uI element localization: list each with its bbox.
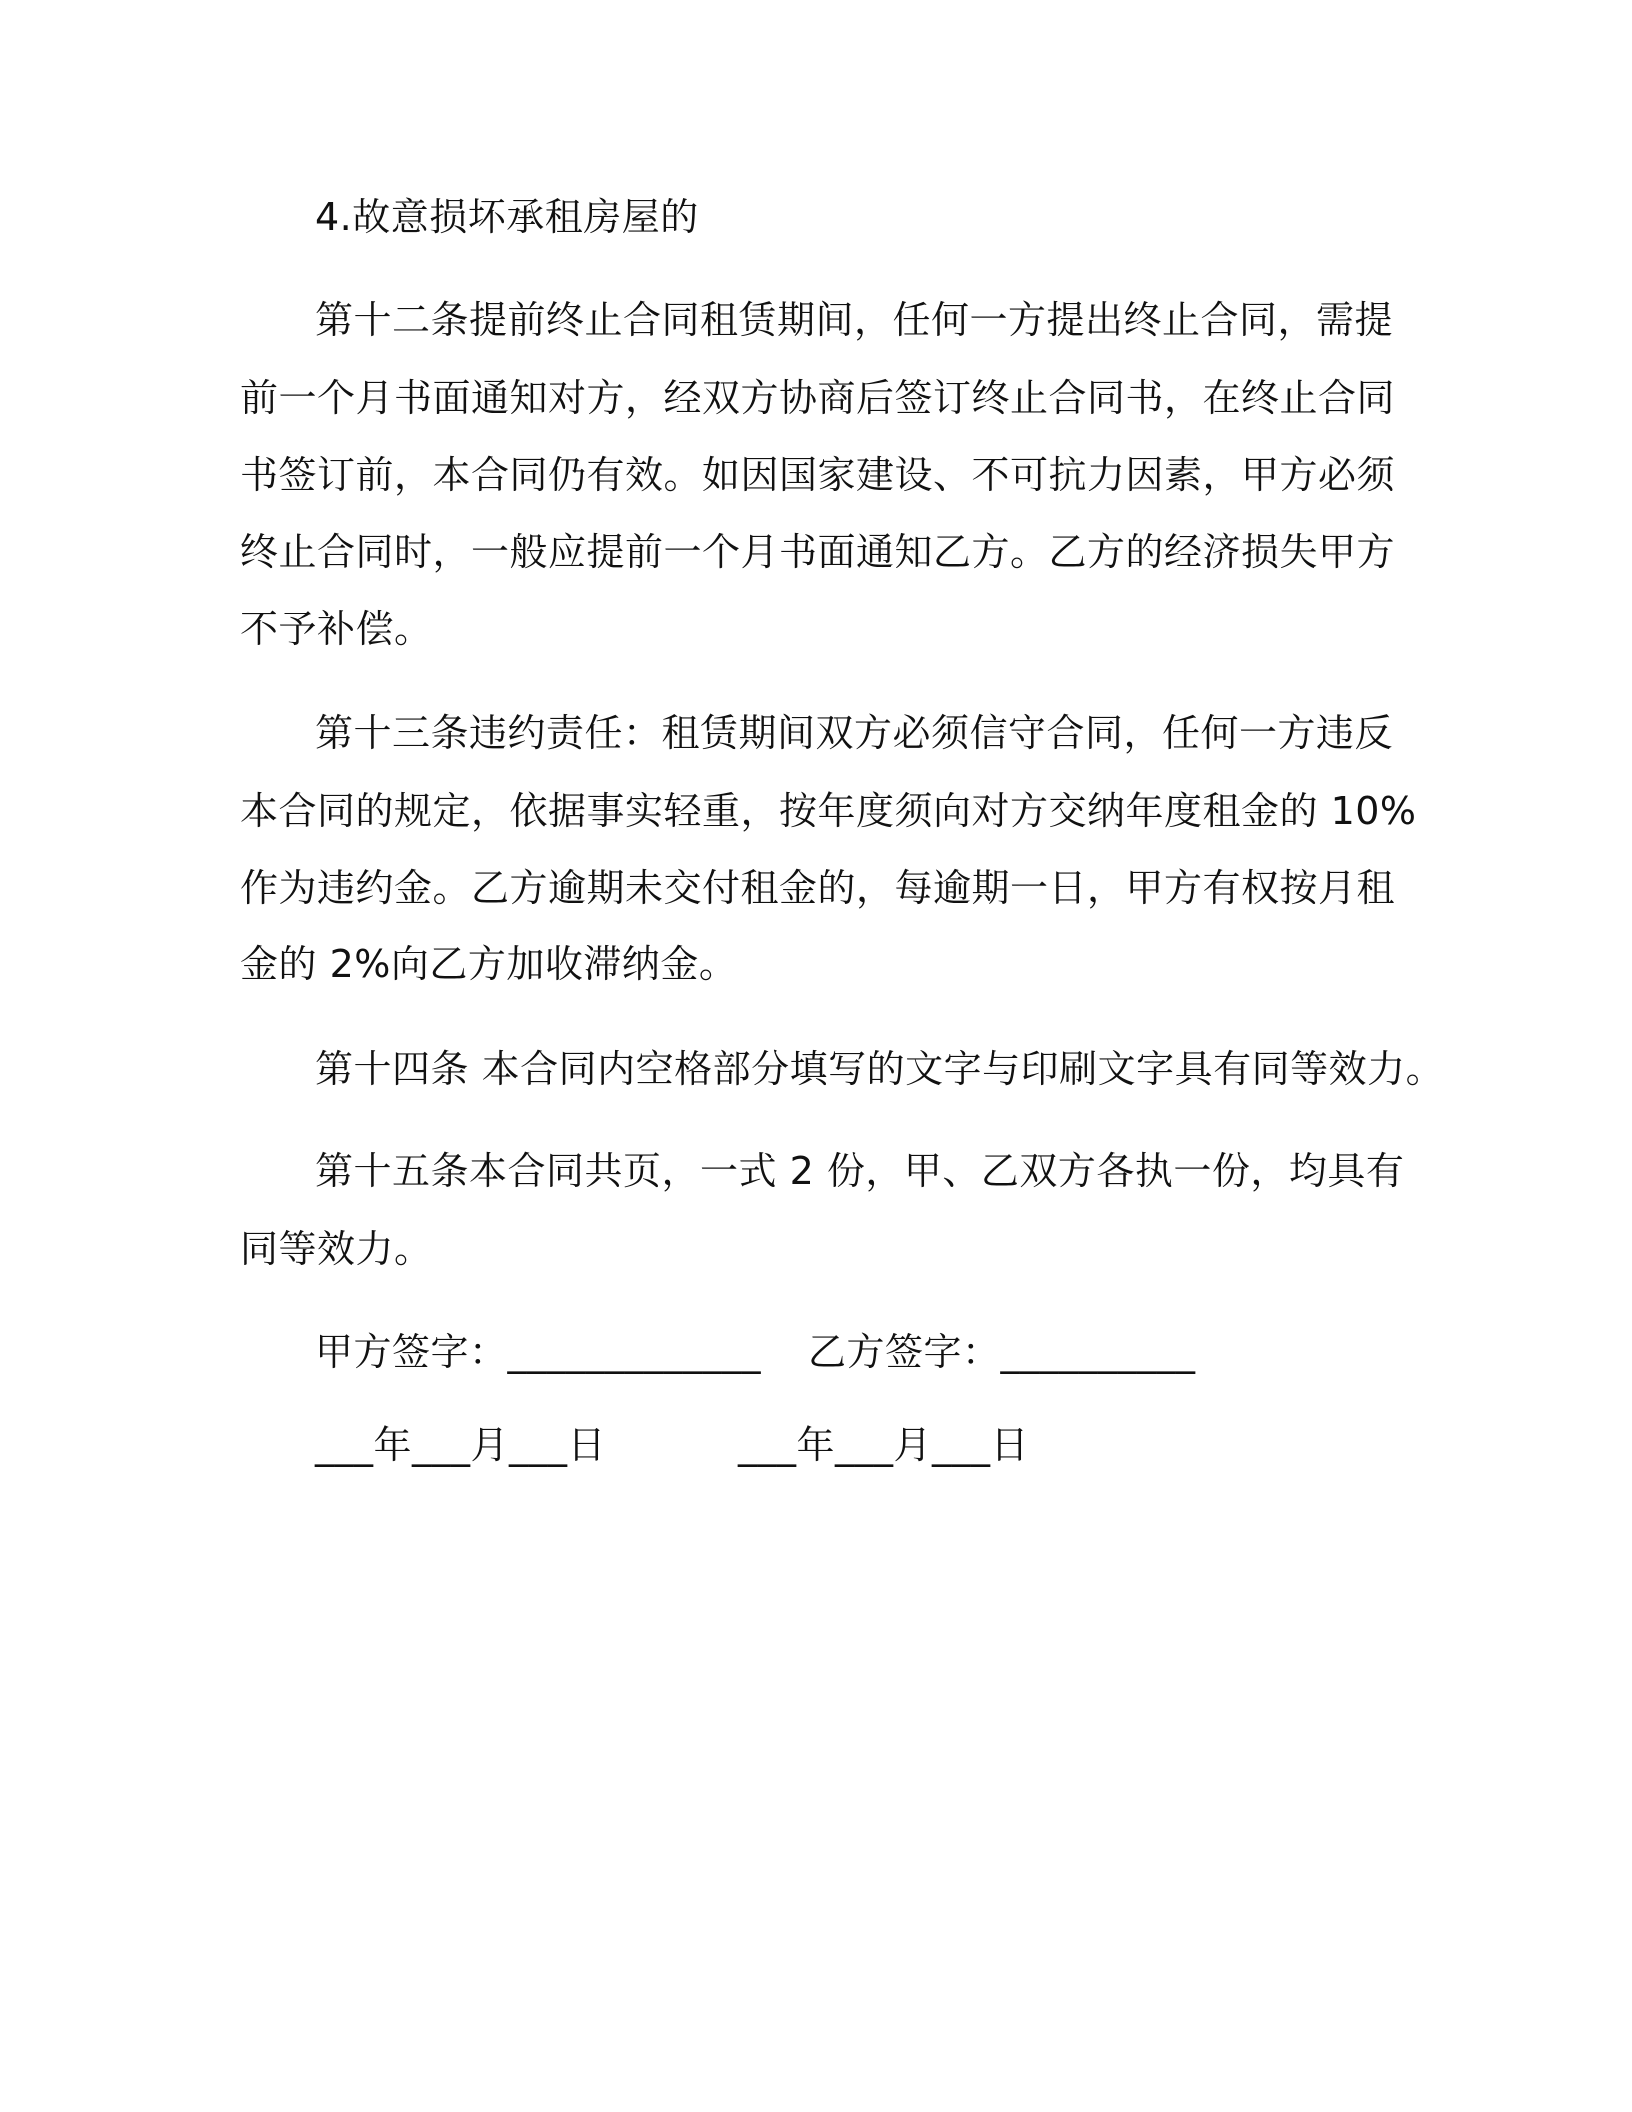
article-13-line-3: 作为违约金。乙方逾期未交付租金的，每逾期一日，甲方有权按月租 bbox=[240, 866, 1396, 910]
article-13-line-2: 本合同的规定，依据事实轻重，按年度须向对方交纳年度租金的 10% bbox=[240, 789, 1417, 833]
party-b-signature: 乙方签字：__________ bbox=[808, 1330, 1196, 1374]
article-12-line-3: 书签订前，本合同仍有效。如因国家建设、不可抗力因素，甲方必须 bbox=[240, 453, 1396, 497]
article-15-line-2: 同等效力。 bbox=[240, 1227, 433, 1271]
article-15-line-1: 第十五条本合同共页，一式 2 份，甲、乙双方各执一份，均具有 bbox=[315, 1149, 1405, 1193]
article-13-line-4: 金的 2%向乙方加收滞纳金。 bbox=[240, 942, 738, 986]
article-12-line-5: 不予补偿。 bbox=[240, 607, 433, 651]
item-4-line: 4.故意损坏承租房屋的 bbox=[315, 195, 699, 239]
article-12-line-1: 第十二条提前终止合同租赁期间，任何一方提出终止合同，需提 bbox=[315, 298, 1394, 342]
party-b-date: ___年___月___日 bbox=[738, 1423, 1030, 1467]
party-a-signature: 甲方签字：_____________ bbox=[315, 1330, 762, 1374]
article-13-line-1: 第十三条违约责任：租赁期间双方必须信守合同，任何一方违反 bbox=[315, 711, 1394, 755]
article-12-line-4: 终止合同时，一般应提前一个月书面通知乙方。乙方的经济损失甲方 bbox=[240, 530, 1396, 574]
article-12-line-2: 前一个月书面通知对方，经双方协商后签订终止合同书，在终止合同 bbox=[240, 376, 1396, 420]
party-a-date: ___年___月___日 bbox=[315, 1423, 607, 1467]
article-14-line-1: 第十四条 本合同内空格部分填写的文字与印刷文字具有同等效力。 bbox=[315, 1047, 1445, 1091]
